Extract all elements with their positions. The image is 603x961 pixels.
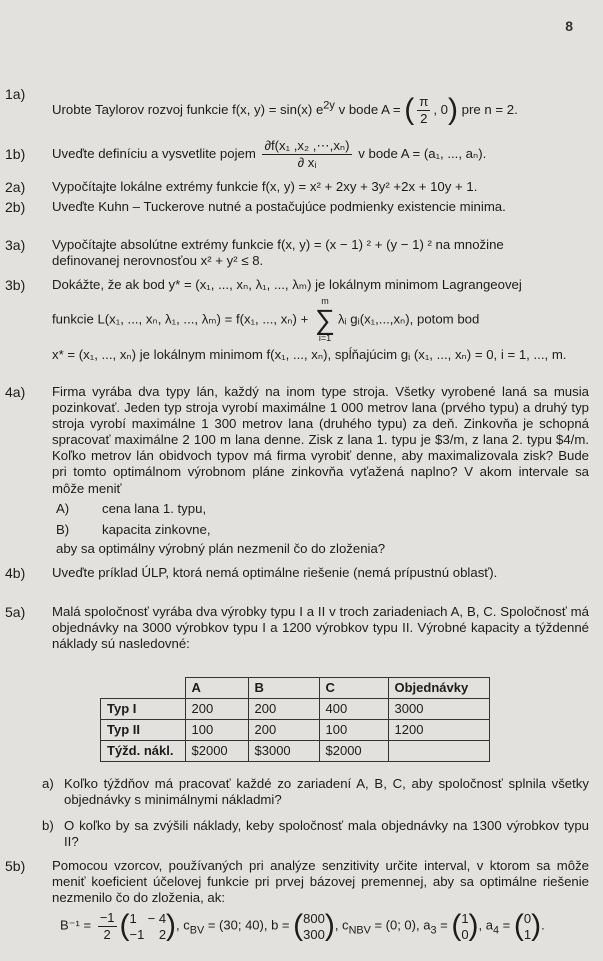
- question-text: Urobte Taylorov rozvoj funkcie f(x, y) = sin(x) $e^{2y}$ v bode A = ( $\frac{\pi}{2}$ , 0) pre n = 2.: [52, 93, 518, 126]
- table-header-cell: Objednávky: [388, 678, 489, 699]
- fraction: $\frac{\pi}{2}$: [419, 93, 429, 126]
- question-1b: [0, 138, 589, 171]
- sum-symbol: m ∑ i=1: [314, 296, 335, 344]
- question-3b: [0, 277, 589, 363]
- question-text: Pomocou vzorcov, používaných pri analýze senzitivity určite interval, v ktorom sa môže meniť koeficient účelovej funkcie pri prvej bázovej premennej, aby sa optimálne riešenie nezmenilo čo do zloženia, ak:: [52, 858, 589, 906]
- option-a: A) cena lana 1. typu,: [56, 500, 207, 516]
- capacity-table: [100, 677, 490, 762]
- question-4a: 4a) Firma vyrába dva typy lán, každý na inom type stroja. Všetky vyrobené laná sa musia pozinkovať. Jeden typ stroja vyrobí maximálne 1 000 metrov lana (prvého typu) a druhý typ stroja vyrobí maximálne 1 300 metrov lana (druhého typu) za deň. Zinkovňa je schopná spracovať maximálne 2 100 m lana denne. Zisk z lana 1. typu je $3/m, z lana 2. typu $4/m. Koľko metrov lán obidvoch typov má firma vyrobiť denne, aby maximalizovala zisk? Bude pri tomto optimálnom výrobnom pláne zinkovňa vyťažená naplno? V akom intervale sa môže meniť A) cena lana 1. typu, B) kapacita zinkovne, aby sa optimálny výrobný plán nezmenil čo do zloženia?: [5, 384, 589, 556]
- table-cell: 200: [248, 699, 319, 720]
- row-label: Typ II: [101, 720, 186, 741]
- table-cell: 400: [319, 699, 388, 720]
- vector-b: 800 300: [303, 910, 325, 942]
- page-number: 8: [565, 18, 573, 34]
- option-b: B) kapacita zinkovne,: [56, 521, 211, 537]
- question-5a: [0, 604, 589, 652]
- question-text: Malá spoločnosť vyrába dva výrobky typu I a II v troch zariadeniach A, B, C. Spoločnosť má objednávky na 3000 výrobkov typu I a 1200 výrobkov typu II. Výrobné kapacity a týždenné náklady sú nasledovné:: [52, 604, 589, 652]
- question-label: 5a): [5, 604, 26, 620]
- table-cell: $2000: [185, 741, 248, 762]
- table-header-row: [101, 678, 490, 699]
- question-label: 4b): [5, 565, 26, 581]
- table-cell: 3000: [388, 699, 489, 720]
- table-cell: 1200: [388, 720, 489, 741]
- question-text: Uveďte Kuhn – Tuckerove nutné a postačujúce podmienky existencie minima.: [52, 199, 506, 214]
- question-5b: [0, 858, 589, 945]
- table-header-cell: C: [319, 678, 388, 699]
- vector-a4: 0 1: [523, 910, 532, 942]
- question-label: 5b): [5, 858, 26, 874]
- vector-a3: 1 0: [461, 910, 469, 942]
- table-cell: 200: [185, 699, 248, 720]
- row-label: Týžd. nákl.: [101, 741, 186, 762]
- question-label: 3b): [5, 277, 26, 293]
- question-2b: [0, 199, 589, 215]
- question-label: 3a): [5, 237, 26, 253]
- table-row: [101, 720, 490, 741]
- fraction: $\frac{-1}{2}$: [99, 910, 115, 943]
- table-cell: $2000: [319, 741, 388, 762]
- table-header-cell: A: [185, 678, 248, 699]
- table-row: [101, 699, 490, 720]
- table-header-cell: B: [248, 678, 319, 699]
- question-text: Dokážte, že ak bod y* = (x₁, ..., xₙ, λ₁, ..., λₘ) je lokálnym minimom Lagrangeovej funkcie L(x₁, ..., xₙ, λ₁, ..., λₘ) = f(x₁, ..., xₙ) + m ∑ i=1 λᵢ gᵢ(x₁,...,xₙ), potom bod x* = (x₁, ..., xₙ) je lokálnym minimom f(x₁, ..., xₙ), spĺňajúcim gᵢ (x₁, ..., xₙ) = 0, i = 1, ..., m.: [52, 277, 567, 363]
- question-label: 2b): [5, 199, 26, 215]
- question-1a: [0, 86, 589, 129]
- question-2a: [0, 179, 589, 195]
- question-text: Firma vyrába dva typy lán, každý na inom type stroja. Všetky vyrobené laná sa musia pozinkovať. Jeden typ stroja vyrobí maximálne 1 000 metrov lana (prvého typu) a druhý typ stroja vyrobí maximálne 1 300 metrov lana (druhého typu) za deň. Zinkovňa je schopná spracovať maximálne 2 100 m lana denne. Zisk z lana 1. typu je $3/m, z lana 2. typu $4/m. Koľko metrov lán obidvoch typov má firma vyrobiť denne, aby maximalizovala zisk? Bude pri tomto optimálnom výrobnom pláne zinkovňa vyťažená naplno? V akom intervale sa môže meniť: [52, 384, 589, 496]
- matrix-b-inverse: 1 − 4 −1 2: [129, 910, 167, 942]
- table-cell: 200: [248, 720, 319, 741]
- row-label: Typ I: [101, 699, 186, 720]
- question-text: Vypočítajte absolútne extrémy funkcie f(x, y) = (x − 1) ² + (y − 1) ² na množine definovanej nerovnosťou x² + y² ≤ 8.: [52, 237, 504, 269]
- table-cell: [101, 678, 186, 699]
- question-text: Vypočítajte lokálne extrémy funkcie f(x, y) = x² + 2xy + 3y² +2x + 10y + 1.: [52, 179, 478, 194]
- partial-derivative-fraction: $\frac{\text{∂f(x₁ ,x₂ ,⋯,xₙ)}}{\text{∂ xᵢ}}$: [264, 138, 350, 171]
- question-label: 2a): [5, 179, 26, 195]
- question-label: 1a): [5, 86, 26, 102]
- question-5a-a: a) Koľko týždňov má pracovať každé zo zariadení A, B, C, aby spoločnosť splnila všetky objednávky s minimálnymi nákladmi?: [42, 776, 589, 808]
- question-text: Uveďte príklad ÚLP, ktorá nemá optimálne riešenie (nemá prípustnú oblasť).: [52, 565, 498, 580]
- question-label: 4a): [5, 384, 26, 400]
- question-5a-b: b) O koľko by sa zvýšili náklady, keby spoločnosť mala objednávky na 1300 výrobkov typu II?: [42, 818, 589, 850]
- formula-line: B⁻¹ = $\frac{-1}{2}$ ( 1 − 4 −1 2 ), $c_{BV} = (30$; 40), b = ( 800 300 ), $c_{NBV} = (0$; 0), $a_3$ = ( 1 0 ), $a_4$ = ( 0 1 ).: [60, 909, 545, 943]
- table-cell: [388, 741, 489, 762]
- table-row: [101, 741, 490, 762]
- question-3a: [0, 237, 589, 269]
- table-cell: 100: [319, 720, 388, 741]
- question-label: 1b): [5, 146, 26, 162]
- table-cell: 100: [185, 720, 248, 741]
- question-text: Uveďte definíciu a vysvetlite pojem $\frac{\text{∂f(x₁ ,x₂ ,⋯,xₙ)}}{\text{∂ xᵢ}}$ v bode A = (a₁, ..., aₙ).: [52, 138, 487, 171]
- question-4b: [0, 565, 589, 581]
- table-cell: $3000: [248, 741, 319, 762]
